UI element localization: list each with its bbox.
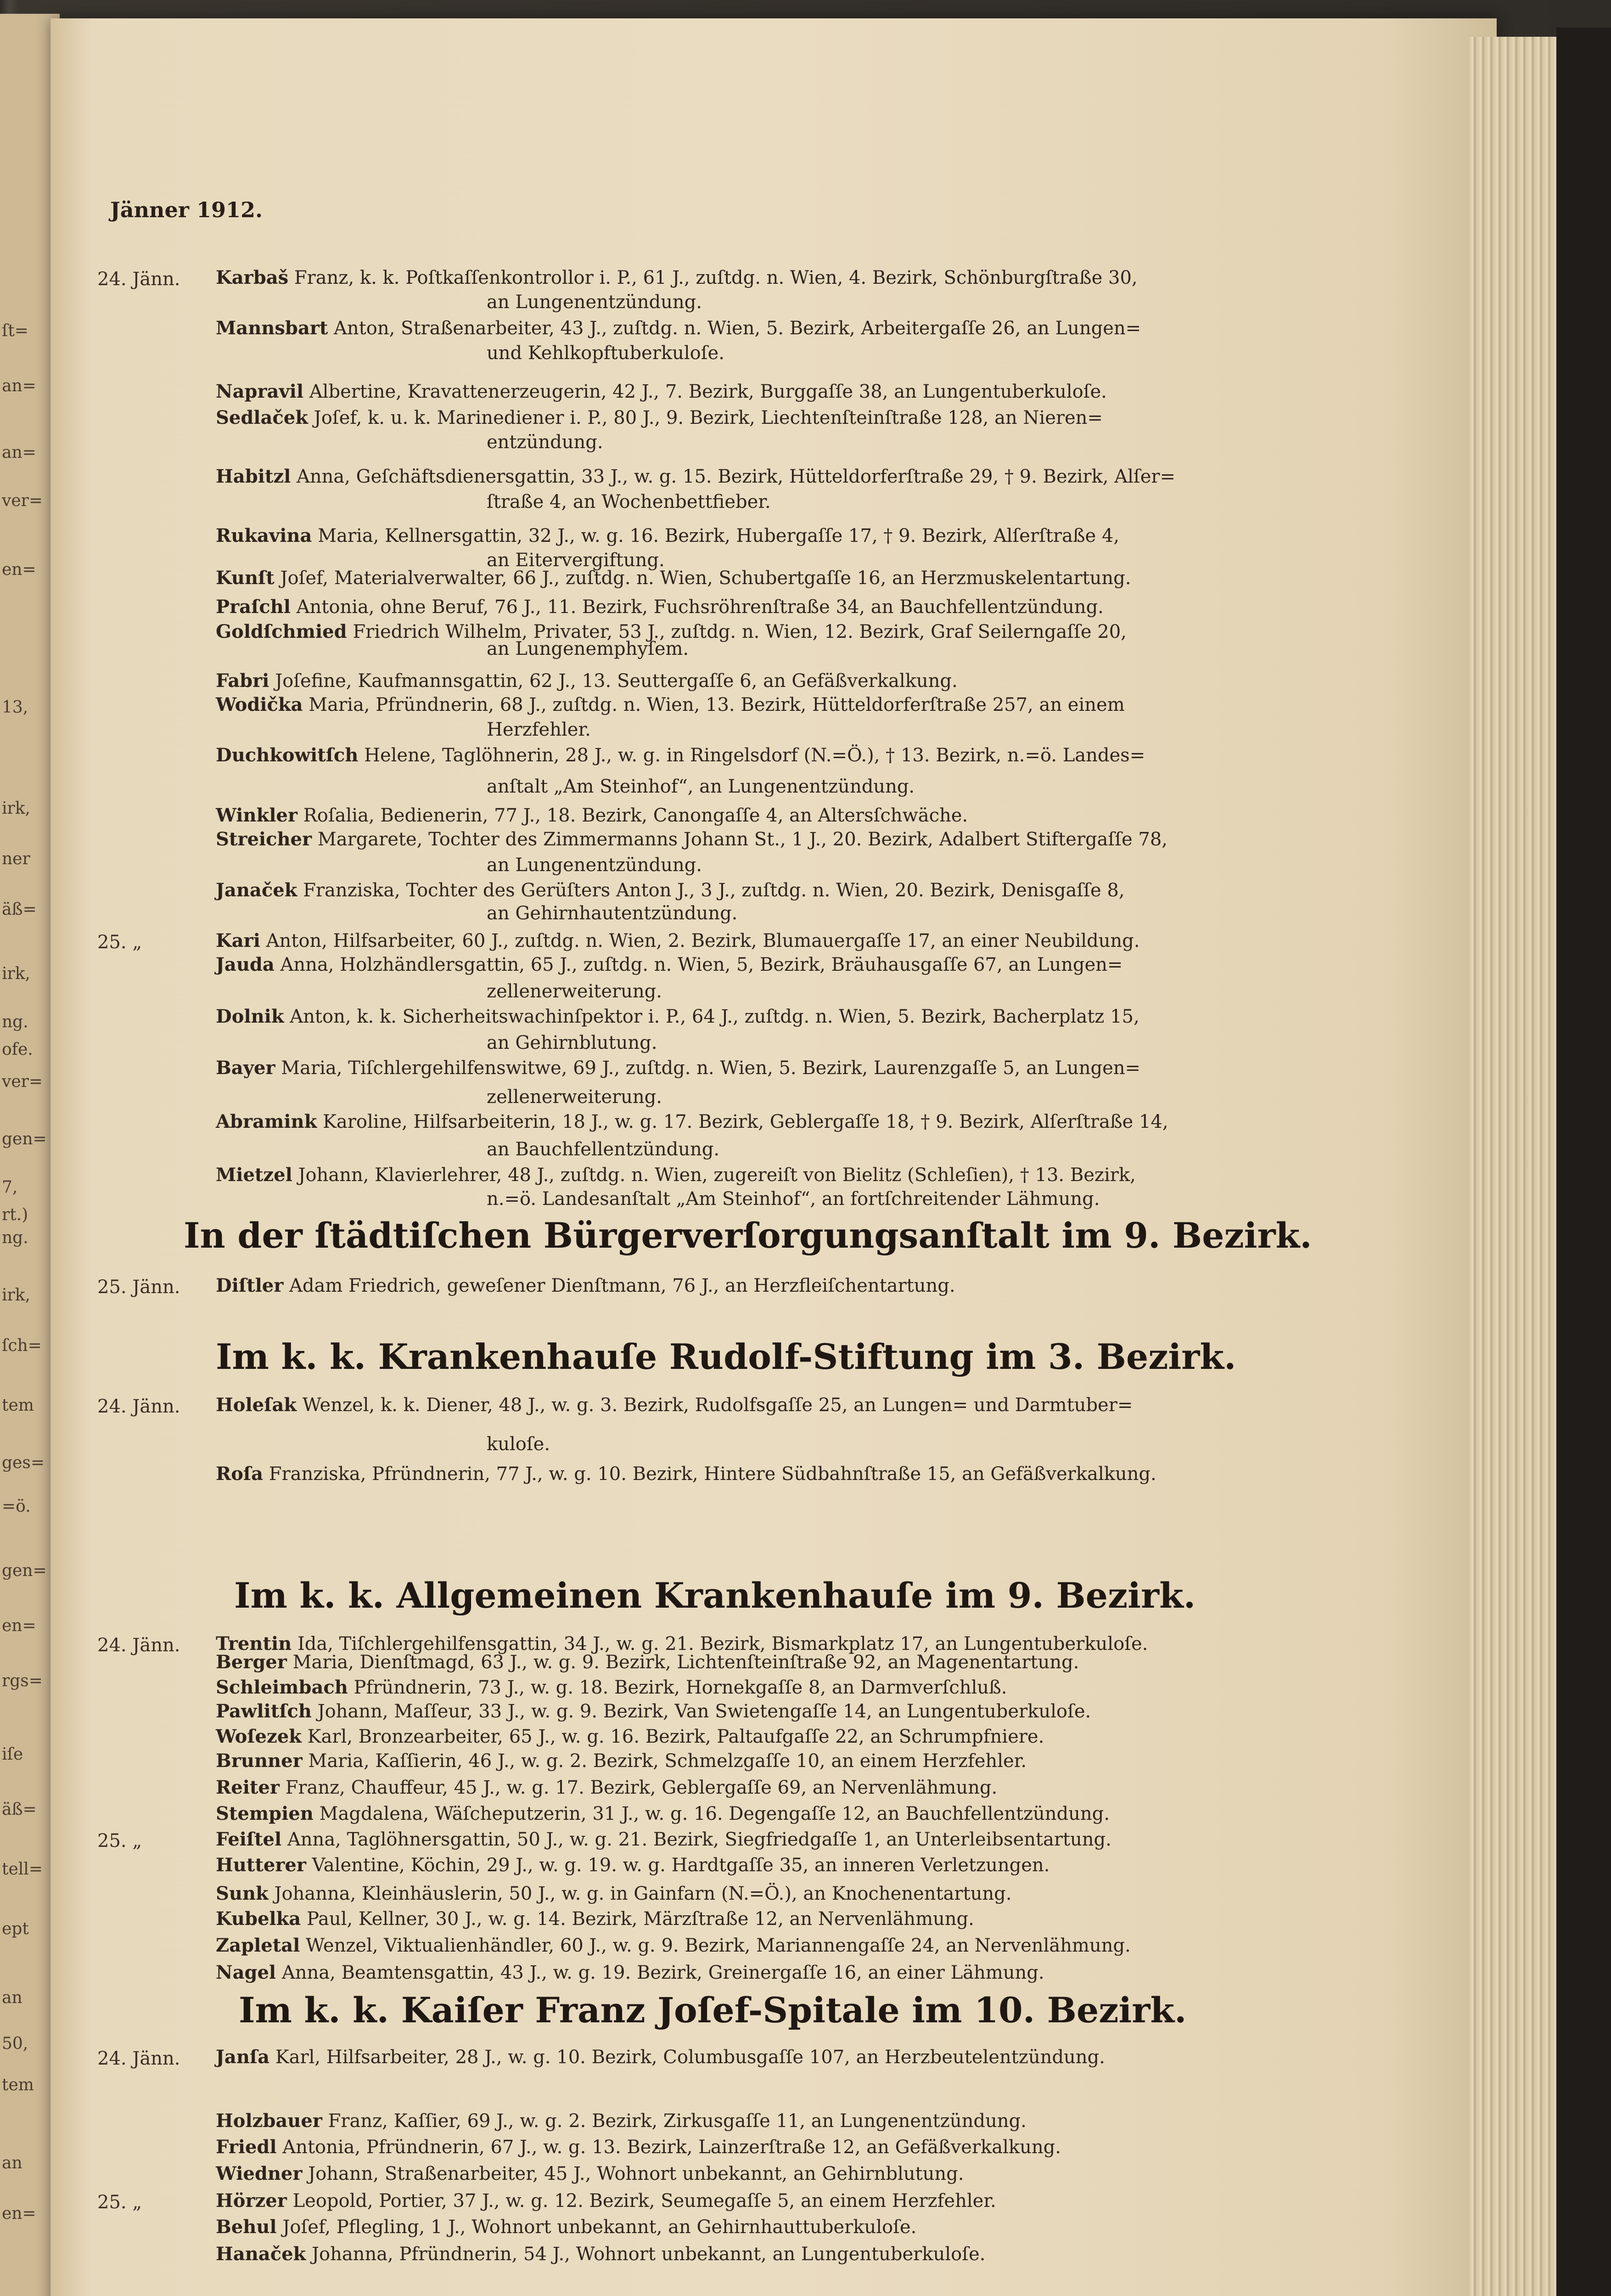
margin-fragment: ver=: [2, 491, 43, 510]
entry-line: [216, 2218, 916, 2236]
deceased-surname: Napravil: [216, 381, 304, 402]
entry-text: Paul, Kellner, 30 J., w. g. 14. Bezirk, Märzſtraße 12, an Nervenlähmung.: [306, 1908, 974, 1930]
deceased-surname: Janaček: [216, 879, 298, 901]
entry-continuation: an Lungenentzündung.: [487, 855, 702, 876]
entry-text: Joſef, Materialverwalter, 66 J., zuſtdg. n. Wien, Schubertgaſſe 16, an Herzmuskelentartung.: [280, 568, 1131, 589]
entry-line: [216, 1752, 1027, 1770]
deceased-surname: Rukavina: [216, 525, 312, 546]
entry-text: Joſef, Pflegling, 1 J., Wohnort unbekannt, an Gehirnhauttuberkuloſe.: [282, 2217, 917, 2238]
entry-text: Anton, k. k. Sicherheitswachinſpektor i. P., 64 J., zuſtdg. n. Wien, 5. Bezirk, Bacherplatz 15,: [290, 1006, 1139, 1027]
entry-text: Helene, Taglöhnerin, 28 J., w. g. in Ringelsdorf (N.=Ö.), † 13. Bezirk, n.=ö. Landes=: [364, 745, 1145, 766]
deceased-surname: Mietzel: [216, 1164, 292, 1186]
book-cover-board: [1556, 28, 1611, 2296]
entry-continuation: n.=ö. Landesanſtalt „Am Steinhof“, an fortſchreitender Lähmung.: [487, 1188, 1100, 1210]
entry-continuation: an Lungenemphyſem.: [487, 638, 689, 659]
entry-line: [216, 1885, 1011, 1903]
entry-line: [216, 746, 1145, 765]
entry-continuation: zellenerweiterung.: [487, 1086, 662, 1108]
section-heading: Im k. k. Allgemeinen Krankenhauſe im 9. Bezirk.: [234, 1575, 1196, 1616]
entry-continuation: ſtraße 4, an Wochenbettfieber.: [487, 491, 771, 512]
margin-fragment: äß=: [2, 1800, 37, 1819]
margin-fragment: rgs=: [2, 1671, 43, 1690]
deceased-surname: Wiedner: [216, 2163, 303, 2184]
deceased-surname: Streicher: [216, 828, 312, 850]
entry-continuation: an Bauchfellentzündung.: [487, 1139, 720, 1160]
page-header: Jänner 1912.: [110, 197, 263, 222]
entry-line: [216, 1805, 1110, 1823]
deceased-surname: Duchkowitſch: [216, 744, 359, 766]
entry-text: Adam Friedrich, geweſener Dienſtmann, 76 J., an Herzfleiſchentartung.: [289, 1275, 955, 1296]
deceased-surname: Karbaš: [216, 267, 289, 288]
margin-fragment: en=: [2, 560, 36, 579]
entry-text: Johann, Maſſeur, 33 J., w. g. 9. Bezirk, Van Swietengaſſe 14, an Lungentuberkuloſe.: [317, 1701, 1091, 1722]
deceased-surname: Sunk: [216, 1883, 269, 1904]
deceased-surname: Holzbauer: [216, 2110, 322, 2132]
entry-line: [216, 1059, 1140, 1077]
deceased-surname: Kunſt: [216, 567, 275, 589]
entry-text: Friedrich Wilhelm, Privater, 53 J., zuſtdg. n. Wien, 12. Bezirk, Graf Seilerngaſſe 20,: [353, 621, 1127, 642]
margin-fragment: an: [2, 1988, 22, 2007]
entry-line: [216, 1653, 1079, 1671]
margin-fragment: gen=: [2, 1130, 47, 1148]
entry-line: [216, 2165, 964, 2183]
entry-line: [216, 467, 1175, 486]
entry-text: Johann, Klavierlehrer, 48 J., zuſtdg. n. Wien, zugereiſt von Bielitz (Schleſien), † 13. Bezirk,: [298, 1165, 1136, 1186]
entry-text: Anna, Taglöhnersgattin, 50 J., w. g. 21. Bezirk, Siegfriedgaſſe 1, an Unterleibsentartung.: [287, 1829, 1111, 1850]
entry-text: Karl, Bronzearbeiter, 65 J., w. g. 16. Bezirk, Paltaufgaſſe 22, an Schrumpfniere.: [307, 1726, 1044, 1747]
entry-continuation: an Gehirnblutung.: [487, 1032, 657, 1053]
entry-text: Wenzel, Viktualienhändler, 60 J., w. g. 9. Bezirk, Mariannengaſſe 24, an Nervenlähmung.: [306, 1935, 1131, 1956]
entry-line: [216, 1113, 1168, 1131]
entry-line: [216, 1936, 1131, 1955]
entry-text: Anna, Beamtensgattin, 43 J., w. g. 19. Bezirk, Greinergaſſe 16, an einer Lähmung.: [281, 1962, 1044, 1983]
deceased-surname: Friedl: [216, 2136, 277, 2158]
deceased-surname: Kubelka: [216, 1908, 301, 1930]
entry-line: [216, 1277, 955, 1295]
entry-text: Franz, Kaſſier, 69 J., w. g. 2. Bezirk, Zirkusgaſſe 11, an Lungenentzündung.: [328, 2110, 1027, 2132]
entry-line: [216, 1728, 1044, 1746]
entry-line: [216, 806, 968, 825]
deceased-surname: Abramink: [216, 1111, 317, 1132]
deceased-surname: Hörzer: [216, 2190, 287, 2212]
entry-line: [216, 881, 1125, 900]
deceased-surname: Janſa: [216, 2046, 270, 2068]
entry-text: Maria, Pfründnerin, 68 J., zuſtdg. n. Wien, 13. Bezirk, Hütteldorferſtraße 257, an einem: [309, 694, 1125, 715]
entry-text: Margarete, Tochter des Zimmermanns Johann St., 1 J., 20. Bezirk, Adalbert Stiftergaſſe 78,: [317, 829, 1168, 850]
deceased-surname: Pawlitſch: [216, 1700, 312, 1722]
entry-date: 25. „: [97, 2192, 142, 2213]
entry-line: [216, 956, 1123, 974]
deceased-surname: Mannsbart: [216, 317, 328, 339]
entry-line: [216, 1678, 1007, 1697]
entry-continuation: an Gehirnhautentzündung.: [487, 903, 738, 924]
entry-line: [216, 1964, 1044, 1982]
deceased-surname: Hanaček: [216, 2243, 306, 2265]
margin-fragment: an=: [2, 443, 36, 462]
entry-text: Roſalia, Bedienerin, 77 J., 18. Bezirk, Canongaſſe 4, an Altersſchwäche.: [303, 805, 968, 826]
deceased-surname: Praſchl: [216, 596, 291, 618]
entry-line: [216, 319, 1141, 338]
deceased-surname: Fabri: [216, 670, 269, 692]
entry-text: Anna, Holzhändlersgattin, 65 J., zuſtdg. n. Wien, 5, Bezirk, Bräuhausgaſſe 67, an Lungen=: [280, 954, 1123, 975]
entry-line: [216, 598, 1104, 616]
deceased-surname: Behul: [216, 2216, 277, 2238]
entry-line: [216, 1166, 1136, 1184]
deceased-surname: Jauda: [216, 954, 275, 975]
entry-date: 24. Jänn.: [97, 1396, 180, 1417]
entry-text: Anton, Straßenarbeiter, 43 J., zuſtdg. n. Wien, 5. Bezirk, Arbeitergaſſe 26, an Lungen=: [334, 318, 1141, 339]
margin-fragment: tem: [2, 1396, 34, 1415]
entry-date: 24. Jänn.: [97, 1635, 180, 1656]
margin-fragment: 13,: [2, 698, 28, 717]
entry-line: [216, 2138, 1061, 2156]
deceased-surname: Habitzl: [216, 466, 291, 487]
deceased-surname: Kari: [216, 930, 260, 951]
margin-fragment: ver=: [2, 1072, 43, 1091]
section-heading: Im k. k. Kaiſer Franz Joſef-Spitale im 10. Bezirk.: [239, 1990, 1187, 2031]
entry-text: Karl, Hilfsarbeiter, 28 J., w. g. 10. Bezirk, Columbusgaſſe 107, an Herzbeutelentzündung.: [275, 2047, 1105, 2068]
deceased-surname: Winkler: [216, 805, 298, 826]
deceased-surname: Goldſchmied: [216, 621, 347, 642]
entry-text: Pfründnerin, 73 J., w. g. 18. Bezirk, Hornekgaſſe 8, an Darmverſchluß.: [354, 1677, 1007, 1698]
margin-fragment: ept: [2, 1919, 29, 1938]
entry-continuation: anſtalt „Am Steinhof“, an Lungenentzündung.: [487, 776, 915, 797]
entry-text: Antonia, Pfründnerin, 67 J., w. g. 13. Bezirk, Lainzerſtraße 12, an Gefäßverkalkung.: [282, 2137, 1061, 2158]
margin-fragment: ner: [2, 850, 30, 868]
entry-text: Albertine, Kravattenerzeugerin, 42 J., 7. Bezirk, Burggaſſe 38, an Lungentuberkuloſe.: [309, 381, 1107, 402]
margin-fragment: ng.: [2, 1228, 28, 1247]
entry-text: Antonia, ohne Beruf, 76 J., 11. Bezirk, Fuchsröhrenſtraße 34, an Bauchfellentzündung.: [296, 597, 1104, 618]
entry-line: [216, 1856, 1050, 1874]
entry-line: [216, 1910, 974, 1928]
entry-text: Joſefine, Kaufmannsgattin, 62 J., 13. Seuttergaſſe 6, an Gefäßverkalkung.: [275, 670, 958, 692]
margin-fragment: ſch=: [2, 1336, 42, 1355]
entry-text: Maria, Dienſtmagd, 63 J., w. g. 9. Bezirk, Lichtenſteinſtraße 92, an Magenentartung.: [292, 1652, 1079, 1673]
margin-fragment: an: [2, 2154, 22, 2172]
entry-text: Franz, Chauffeur, 45 J., w. g. 17. Bezirk, Geblergaſſe 69, an Nervenlähmung.: [285, 1777, 998, 1798]
entry-text: Johanna, Pfründnerin, 54 J., Wohnort unbekannt, an Lungentuberkuloſe.: [311, 2244, 986, 2265]
entry-text: Franz, k. k. Poſtkaſſenkontrollor i. P., 61 J., zuſtdg. n. Wien, 4. Bezirk, Schönburgſtraße 30,: [294, 267, 1138, 288]
entry-text: Maria, Tiſchlergehilfenswitwe, 69 J., zuſtdg. n. Wien, 5. Bezirk, Laurenzgaſſe 5, an Lungen=: [281, 1058, 1141, 1079]
entry-text: Ida, Tiſchlergehilfensgattin, 34 J., w. g. 21. Bezirk, Bismarkplatz 17, an Lungentuberkuloſe.: [297, 1633, 1148, 1654]
entry-text: Wenzel, k. k. Diener, 48 J., w. g. 3. Bezirk, Rudolfsgaſſe 25, an Lungen= und Darmtuber=: [302, 1395, 1133, 1416]
margin-fragment: =ö.: [2, 1497, 31, 1516]
entry-text: Joſef, k. u. k. Marinediener i. P., 80 J., 9. Bezirk, Liechtenſteinſtraße 128, an Nieren=: [314, 407, 1103, 428]
margin-fragment: ng.: [2, 1013, 28, 1031]
margin-fragment: iſe: [2, 1745, 23, 1764]
entry-line: [216, 1702, 1091, 1721]
margin-fragment: 50,: [2, 2034, 28, 2053]
entry-line: [216, 932, 1140, 950]
margin-fragment: 7,: [2, 1178, 18, 1197]
entry-line: [216, 1635, 1148, 1653]
deceased-surname: Feiſtel: [216, 1829, 282, 1850]
entry-text: Franziska, Tochter des Gerüſters Anton J., 3 J., zuſtdg. n. Wien, 20. Bezirk, Denisgaſſe 8,: [303, 880, 1125, 901]
entry-line: [216, 2048, 1105, 2066]
entry-line: [216, 1830, 1111, 1849]
entry-continuation: an Eitervergiftung.: [487, 550, 665, 571]
entry-text: Johanna, Kleinhäuslerin, 50 J., w. g. in Gainfarn (N.=Ö.), an Knochenentartung.: [274, 1883, 1012, 1904]
deceased-surname: Bayer: [216, 1057, 275, 1079]
entry-continuation: entzündung.: [487, 432, 603, 453]
section-heading: Im k. k. Krankenhauſe Rudolf-Stiftung im 3. Bezirk.: [216, 1336, 1236, 1377]
margin-fragment: en=: [2, 2204, 36, 2223]
deceased-surname: Zapletal: [216, 1935, 300, 1956]
margin-fragment: irk,: [2, 799, 30, 818]
entry-line: [216, 1778, 997, 1797]
margin-fragment: irk,: [2, 964, 30, 983]
margin-fragment: an=: [2, 377, 36, 395]
deceased-surname: Reiter: [216, 1777, 280, 1798]
margin-fragment: tell=: [2, 1860, 43, 1879]
deceased-surname: Diſtler: [216, 1275, 284, 1296]
margin-fragment: ſt=: [2, 321, 28, 340]
section-heading: In der ſtädtiſchen Bürgerverſorgungsanſtalt im 9. Bezirk.: [184, 1215, 1312, 1256]
margin-fragment: irk,: [2, 1286, 30, 1305]
entry-line: [216, 2192, 996, 2210]
deceased-surname: Brunner: [216, 1750, 303, 1772]
entry-date: 25. „: [97, 1830, 142, 1851]
entry-continuation: und Kehlkopftuberkuloſe.: [487, 343, 724, 364]
deceased-surname: Roſa: [216, 1463, 264, 1485]
entry-text: Maria, Kellnersgattin, 32 J., w. g. 16. Bezirk, Hubergaſſe 17, † 9. Bezirk, Alſerſtraße 4,: [318, 525, 1120, 546]
margin-fragment: ges=: [2, 1453, 45, 1472]
entry-line: [216, 383, 1107, 401]
deceased-surname: Berger: [216, 1651, 287, 1673]
margin-fragment: äß=: [2, 900, 37, 919]
entry-text: Leopold, Portier, 37 J., w. g. 12. Bezirk, Seumegaſſe 5, an einem Herzfehler.: [292, 2190, 996, 2212]
entry-line: [216, 2245, 985, 2263]
entry-date: 24. Jänn.: [97, 269, 180, 290]
deceased-surname: Stempien: [216, 1803, 314, 1824]
deceased-surname: Nagel: [216, 1962, 276, 1983]
entry-line: [216, 672, 958, 690]
entry-line: [216, 830, 1168, 849]
entry-line: [216, 527, 1119, 545]
entry-date: 25. Jänn.: [97, 1277, 180, 1298]
entry-text: Anna, Geſchäftsdienersgattin, 33 J., w. g. 15. Bezirk, Hütteldorferſtraße 29, † 9. Bezirk, Alſer=: [296, 466, 1176, 487]
entry-continuation: kuloſe.: [487, 1434, 550, 1455]
deceased-surname: Trentin: [216, 1633, 292, 1654]
margin-fragment: rt.): [2, 1205, 28, 1224]
entry-text: Maria, Kaſſierin, 46 J., w. g. 2. Bezirk, Schmelzgaſſe 10, an einem Herzfehler.: [308, 1750, 1027, 1772]
margin-fragment: tem: [2, 2076, 34, 2094]
entry-line: [216, 2112, 1027, 2130]
deceased-surname: Holeſak: [216, 1394, 297, 1416]
entry-date: 25. „: [97, 932, 142, 953]
deceased-surname: Woſezek: [216, 1726, 302, 1747]
entry-text: Karoline, Hilfsarbeiterin, 18 J., w. g. 17. Bezirk, Geblergaſſe 18, † 9. Bezirk, Alſerſtraße 14,: [323, 1111, 1168, 1132]
entry-line: [216, 1396, 1133, 1414]
entry-line: [216, 569, 1131, 587]
margin-fragment: ofe.: [2, 1040, 33, 1059]
entry-continuation: an Lungenentzündung.: [487, 292, 702, 313]
deceased-surname: Hutterer: [216, 1854, 306, 1876]
margin-fragment: en=: [2, 1616, 36, 1635]
entry-continuation: Herzfehler.: [487, 719, 591, 740]
page-stack-edge: [1469, 37, 1556, 2296]
deceased-surname: Wodička: [216, 694, 303, 715]
deceased-surname: Dolnik: [216, 1006, 284, 1027]
entry-line: [216, 696, 1125, 714]
deceased-surname: Sedlaček: [216, 407, 308, 428]
entry-line: [216, 409, 1103, 427]
entry-text: Johann, Straßenarbeiter, 45 J., Wohnort unbekannt, an Gehirnblutung.: [308, 2163, 964, 2184]
entry-date: 24. Jänn.: [97, 2048, 180, 2069]
entry-line: [216, 269, 1138, 287]
entry-text: Valentine, Köchin, 29 J., w. g. 19. w. g. Hardtgaſſe 35, an inneren Verletzungen.: [312, 1855, 1050, 1876]
entry-continuation: zellenerweiterung.: [487, 981, 662, 1002]
deceased-surname: Schleimbach: [216, 1677, 348, 1698]
margin-fragment: gen=: [2, 1561, 47, 1580]
entry-text: Anton, Hilfsarbeiter, 60 J., zuſtdg. n. Wien, 2. Bezirk, Blumauergaſſe 17, an einer Neubildung.: [266, 930, 1140, 951]
entry-text: Magdalena, Wäſcheputzerin, 31 J., w. g. 16. Degengaſſe 12, an Bauchfellentzündung.: [319, 1803, 1110, 1824]
entry-line: [216, 1007, 1139, 1026]
entry-text: Franziska, Pfründnerin, 77 J., w. g. 10. Bezirk, Hintere Südbahnſtraße 15, an Gefäßverkalkung.: [269, 1463, 1156, 1485]
entry-line: [216, 1465, 1156, 1483]
